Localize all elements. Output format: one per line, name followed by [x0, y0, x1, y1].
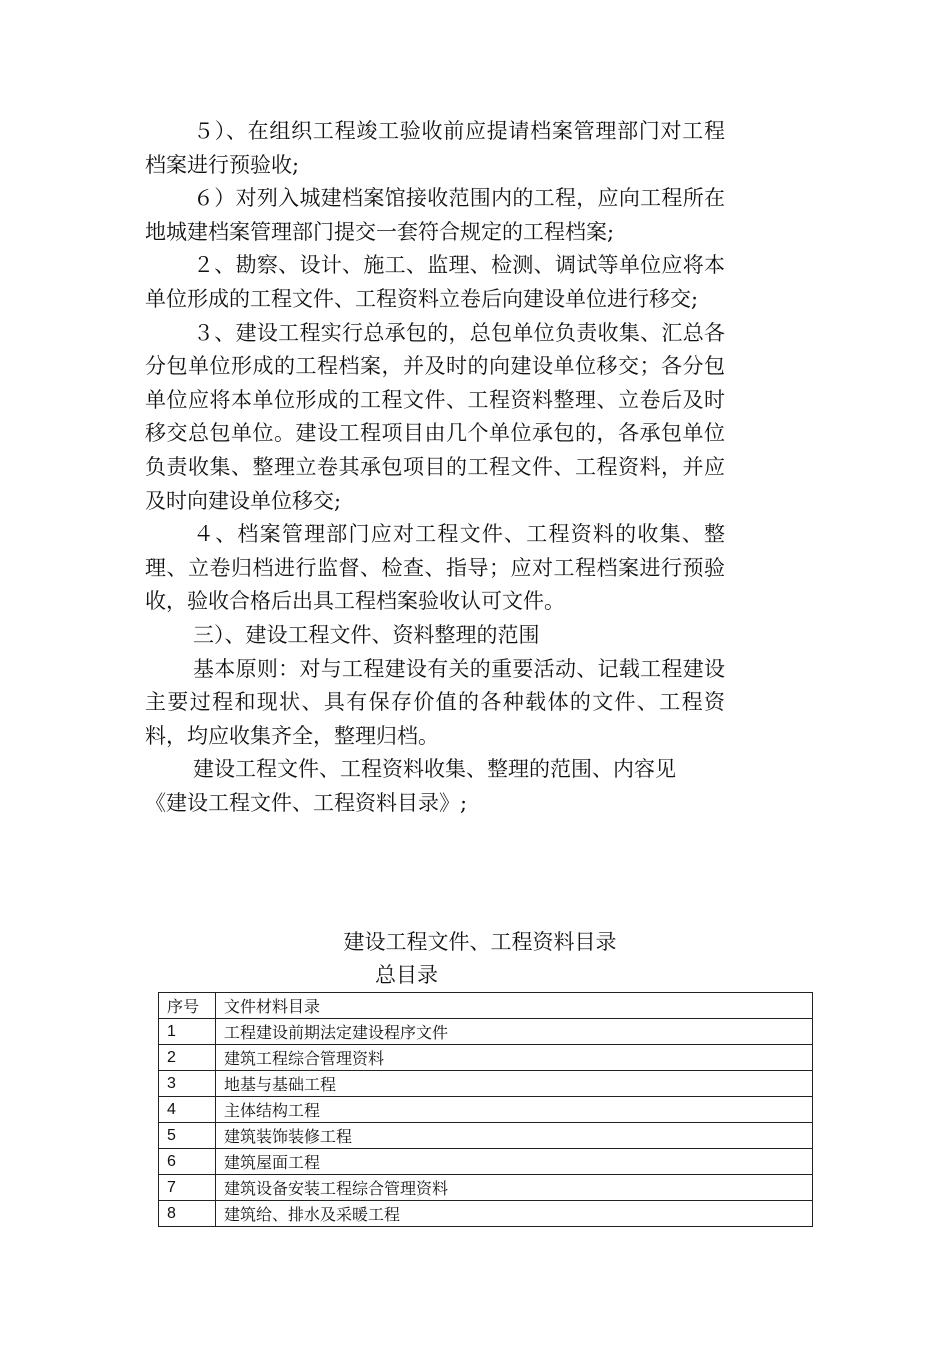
paragraph: ３、建设工程实行总承包的，总包单位负责收集、汇总各分包单位形成的工程档案，并及时的向建设单位移交；各分包单位应将本单位形成的工程文件、工程资料整理、立卷后及时移交总包单位。建设工程项目由几个单位承包的，各承包单位负责收集、整理立卷其承包项目的工程文件、工程资料，并应及时向建设单位移交;: [145, 320, 725, 513]
paragraph-continuation: 《建设工程文件、工程资料目录》;: [145, 790, 468, 815]
row-name: 建筑屋面工程: [216, 1149, 813, 1175]
row-name: 主体结构工程: [216, 1097, 813, 1123]
row-no: 8: [159, 1201, 216, 1227]
body-text: [145, 115, 725, 820]
table-row: [159, 1019, 813, 1045]
row-name: 建筑设备安装工程综合管理资料: [216, 1175, 813, 1201]
paragraph: ４、档案管理部门应对工程文件、工程资料的收集、整理、立卷归档进行监督、检查、指导；应对工程档案进行预验收，验收合格后出具工程档案验收认可文件。: [145, 522, 725, 614]
row-name: 地基与基础工程: [216, 1071, 813, 1097]
row-name: 建筑工程综合管理资料: [216, 1045, 813, 1071]
paragraph: ６）对列入城建档案馆接收范围内的工程，应向工程所在地城建档案管理部门提交一套符合规定的工程档案;: [145, 186, 725, 244]
catalog-title: 建设工程文件、工程资料目录: [343, 930, 617, 954]
table-header-row: [159, 993, 813, 1019]
catalog-table: [158, 992, 813, 1227]
table-row: [159, 1097, 813, 1123]
row-no: 4: [159, 1097, 216, 1123]
header-no: 序号: [159, 993, 216, 1019]
row-no: 3: [159, 1071, 216, 1097]
paragraph: ５）、在组织工程竣工验收前应提请档案管理部门对工程档案进行预验收;: [145, 119, 725, 177]
row-no: 6: [159, 1149, 216, 1175]
paragraph: ２、勘察、设计、施工、监理、检测、调试等单位应将本单位形成的工程文件、工程资料立卷后向建设单位进行移交;: [145, 253, 725, 311]
table-row: [159, 1201, 813, 1227]
header-name: 文件材料目录: [216, 993, 813, 1019]
catalog-subtitle: 总目录: [375, 963, 438, 987]
row-no: 1: [159, 1019, 216, 1045]
table-row: [159, 1175, 813, 1201]
table-row: [159, 1123, 813, 1149]
table-row: [159, 1149, 813, 1175]
row-name: 建筑装饰装修工程: [216, 1123, 813, 1149]
row-name: 工程建设前期法定建设程序文件: [216, 1019, 813, 1045]
table-row: [159, 1045, 813, 1071]
paragraph: 建设工程文件、工程资料收集、整理的范围、内容见: [193, 757, 676, 782]
table-row: [159, 1071, 813, 1097]
row-no: 7: [159, 1175, 216, 1201]
row-no: 2: [159, 1045, 216, 1071]
paragraph: 基本原则：对与工程建设有关的重要活动、记载工程建设主要过程和现状、具有保存价值的各种载体的文件、工程资料，均应收集齐全，整理归档。: [145, 656, 725, 748]
row-no: 5: [159, 1123, 216, 1149]
row-name: 建筑给、排水及采暖工程: [216, 1201, 813, 1227]
section-heading: 三）、建设工程文件、资料整理的范围: [193, 622, 540, 647]
